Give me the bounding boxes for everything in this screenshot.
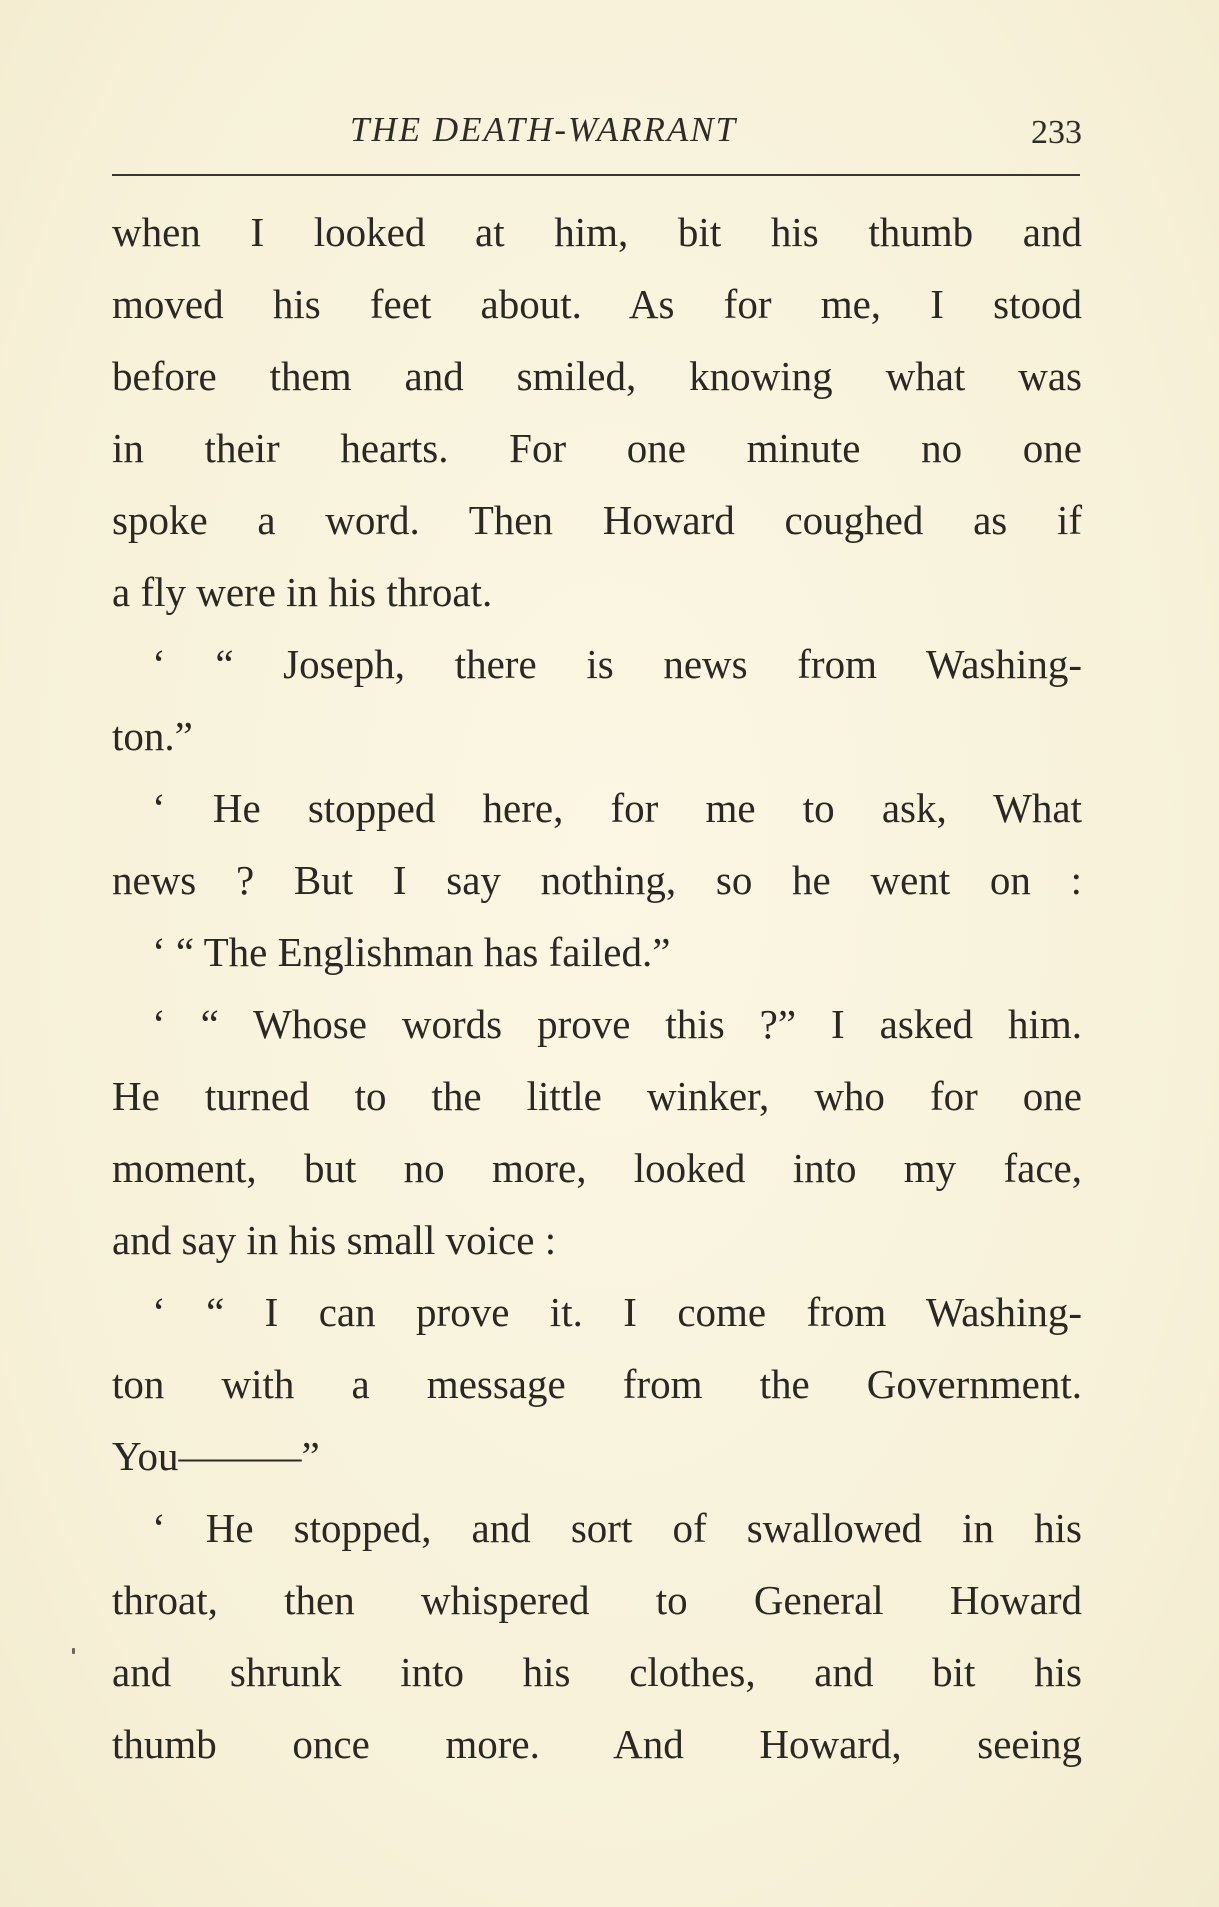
page-header <box>110 110 1082 160</box>
text-line: when I looked at him, bit his thumb and <box>112 209 1082 255</box>
text-line: moved his feet about. As for me, I stood <box>112 281 1082 327</box>
page-number: 233 <box>1031 114 1082 151</box>
running-title: THE DEATH-WARRANT <box>350 110 738 149</box>
text-line: before them and smiled, knowing what was <box>112 353 1082 399</box>
text-line: and say in his small voice : <box>112 1217 557 1263</box>
text-line: in their hearts. For one minute no one <box>112 425 1082 471</box>
text-line: news ? But I say nothing, so he went on : <box>112 857 1082 903</box>
text-line: a fly were in his throat. <box>112 569 493 615</box>
text-line: and shrunk into his clothes, and bit his <box>112 1649 1082 1695</box>
text-line: moment, but no more, looked into my face, <box>112 1145 1082 1191</box>
text-line: ‘ “ Joseph, there is news from Washing- <box>152 641 1082 687</box>
text-line: ton with a message from the Government. <box>112 1361 1082 1407</box>
text-line: ‘ He stopped, and sort of swallowed in his <box>152 1505 1082 1551</box>
text-line: ‘ “ The Englishman has failed.” <box>152 929 671 975</box>
text-line: He turned to the little winker, who for one <box>112 1073 1082 1119</box>
text-line: ‘ “ I can prove it. I come from Washing- <box>152 1289 1082 1335</box>
text-line: You———” <box>112 1433 320 1479</box>
body-text <box>112 196 1082 1780</box>
text-line: throat, then whispered to General Howard <box>112 1577 1082 1623</box>
text-line: ‘ “ Whose words prove this ?” I asked him. <box>152 1001 1082 1047</box>
text-line: thumb once more. And Howard, seeing <box>112 1721 1082 1767</box>
margin-speck <box>72 1648 75 1654</box>
text-line: ‘ He stopped here, for me to ask, What <box>152 785 1082 831</box>
text-line: ton.” <box>112 713 193 759</box>
header-rule <box>112 174 1080 176</box>
text-line: spoke a word. Then Howard coughed as if <box>112 497 1082 543</box>
